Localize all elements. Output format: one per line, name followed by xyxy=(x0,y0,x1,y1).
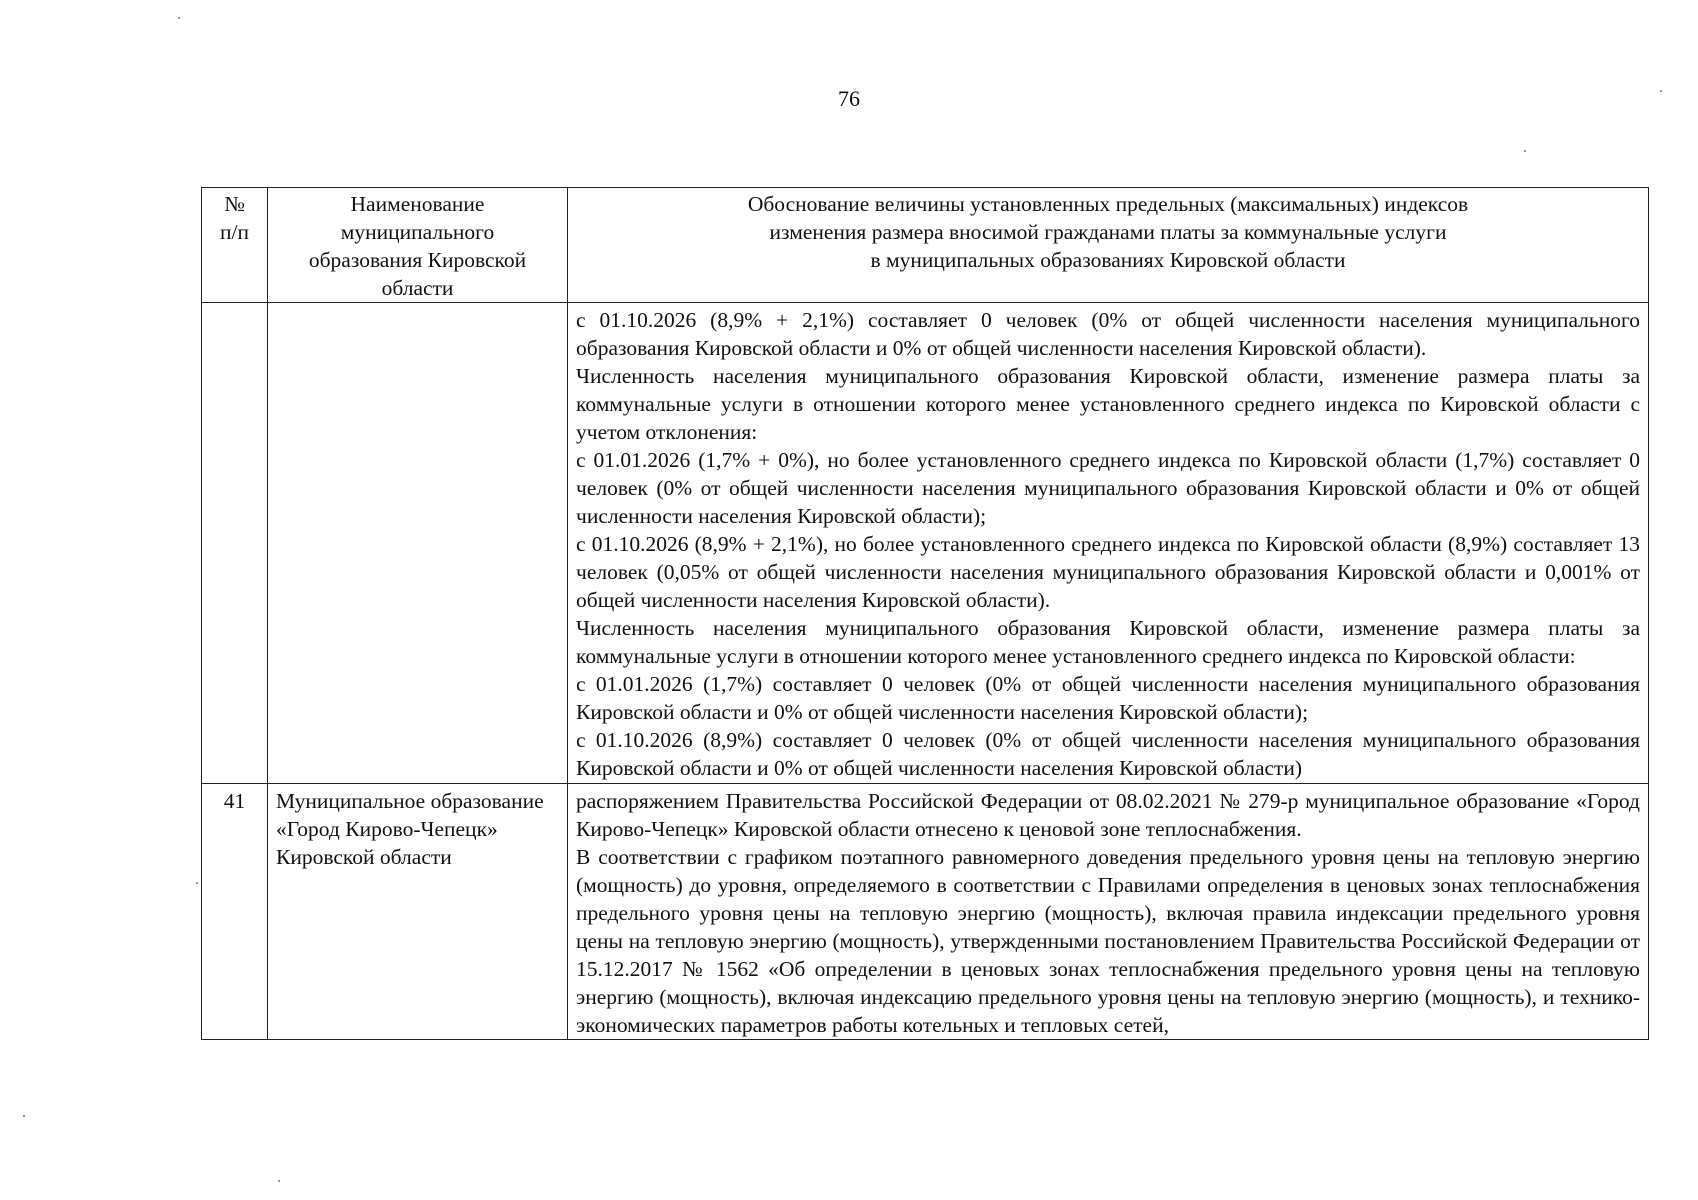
table-header-row xyxy=(202,188,1649,303)
justification-paragraph: с 01.10.2026 (8,9% + 2,1%) составляет 0 человек (0% от общей численности населения муниципального образования Кировской области и 0% от общей численности населения Кировской области). xyxy=(576,308,1640,360)
header-number-text: № п/п xyxy=(220,192,249,244)
header-number xyxy=(202,188,268,303)
row-justification-cell xyxy=(568,784,1649,1040)
justification-paragraph: с 01.10.2026 (8,9%) составляет 0 человек (0% от общей численности населения муниципального образования Кировской области и 0% от общей численности населения Кировской области) xyxy=(576,728,1640,780)
header-municipality-name xyxy=(268,188,568,303)
row-number-cell xyxy=(202,303,268,784)
justification-paragraph: распоряжением Правительства Российской Федерации от 08.02.2021 № 279-р муниципальное образование «Город Кирово-Чепецк» Кировской области отнесено к ценовой зоне теплоснабжения. xyxy=(576,789,1640,841)
justification-paragraph: с 01.01.2026 (1,7% + 0%), но более установленного среднего индекса по Кировской области (1,7%) составляет 0 человек (0% от общей численности населения муниципального образования Кировской области и 0% от общей численности населения Кировской области); xyxy=(576,448,1640,528)
header-justification-text: Обоснование величины установленных предельных (максимальных) индексов изменения размера вносимой гражданами платы за коммунальные услуги в муниципальных образованиях Кировской области xyxy=(747,192,1469,272)
row-number: 41 xyxy=(223,789,246,813)
header-justification xyxy=(568,188,1649,303)
table-row xyxy=(202,784,1649,1040)
scan-speck xyxy=(1660,90,1662,92)
justification-paragraph: с 01.10.2026 (8,9% + 2,1%), но более установленного среднего индекса по Кировской области (8,9%) составляет 13 человек (0,05% от общей численности населения муниципального образования Кировской области и 0,001% от общей численности населения Кировской области). xyxy=(576,532,1640,612)
page-number: 76 xyxy=(838,86,860,111)
row-number-cell xyxy=(202,784,268,1040)
scan-speck xyxy=(1524,150,1526,152)
row-municipality-name: Муниципальное образование «Город Кирово-Чепецк» Кировской области xyxy=(276,789,544,869)
scan-speck xyxy=(178,17,180,19)
scan-speck xyxy=(23,1115,25,1117)
justification-paragraph: В соответствии с графиком поэтапного равномерного доведения предельного уровня цены на тепловую энергию (мощность) до уровня, определяемого в соответствии с Правилами определения в ценовых зонах теплоснабжения предельного уровня цены на тепловую энергию (мощность), включая правила индексации предельного уровня цены на тепловую энергию (мощность), утвержденными постановлением Правительства Российской Федерации от 15.12.2017 № 1562 «Об определении в ценовых зонах теплоснабжения предельного уровня цены на тепловую энергию (мощность), включая индексацию предельного уровня цены на тепловую энергию (мощность), и технико-экономических параметров работы котельных и тепловых сетей, xyxy=(576,845,1640,1037)
header-municipality-name-text: Наименование муниципального образования Кировской области xyxy=(308,192,527,300)
justification-paragraph: Численность населения муниципального образования Кировской области, изменение размера платы за коммунальные услуги в отношении которого менее установленного среднего индекса по Кировской области: xyxy=(576,616,1640,668)
justification-paragraph: Численность населения муниципального образования Кировской области, изменение размера платы за коммунальные услуги в отношении которого менее установленного среднего индекса по Кировской области с учетом отклонения: xyxy=(576,364,1640,444)
row-justification-cell xyxy=(568,303,1649,784)
scan-speck xyxy=(278,1180,280,1182)
justification-paragraph: с 01.01.2026 (1,7%) составляет 0 человек (0% от общей численности населения муниципального образования Кировской области и 0% от общей численности населения Кировской области); xyxy=(576,672,1640,724)
row-name-cell xyxy=(268,303,568,784)
row-name-cell xyxy=(268,784,568,1040)
scan-speck xyxy=(196,882,198,884)
table-row xyxy=(202,303,1649,784)
document-table xyxy=(201,187,1649,1040)
